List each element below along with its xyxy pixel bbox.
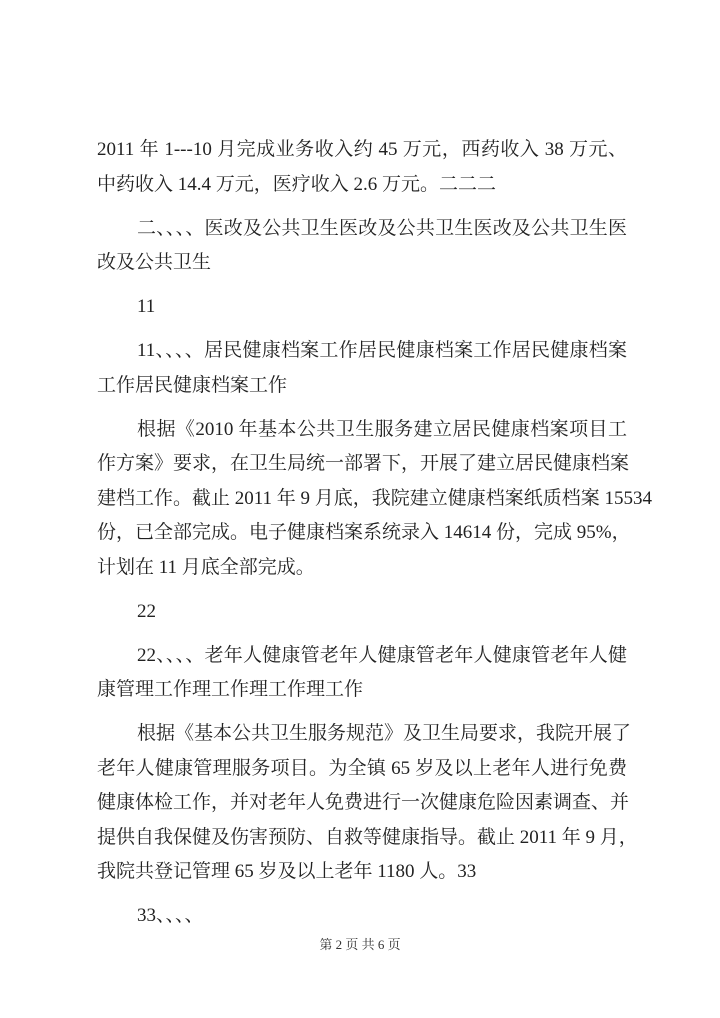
text-line: 康管理工作理工作理工作理工作	[97, 679, 364, 700]
text-line: 11、、、、居民健康档案工作居民健康档案工作居民健康档案	[137, 340, 627, 361]
text-line: 根据《2010 年基本公共卫生服务建立居民健康档案项目工	[137, 418, 627, 440]
text-line: 33、、、、	[137, 905, 204, 926]
text-line: 建档工作。截止 2011 年 9 月底，我院建立健康档案纸质档案 15534	[97, 487, 653, 509]
text-line: 作方案》要求，在卫生局统一部署下，开展了建立居民健康档案	[97, 453, 630, 474]
heading-number-11	[97, 290, 627, 325]
text-line: 中药收入 14.4 万元，医疗收入 2.6 万元。二二二	[97, 173, 497, 195]
text-line: 根据《基本公共卫生服务规范》及卫生局要求，我院开展了	[137, 723, 632, 744]
text-line: 份，已全部完成。电子健康档案系统录入 14614 份，完成 95%，	[97, 522, 631, 543]
text-line: 22、、、、老年人健康管老年人健康管老年人健康管老年人健	[137, 644, 627, 666]
text-line: 二、、、、医改及公共卫生医改及公共卫生医改及公共卫生医	[137, 217, 627, 239]
heading-number-33	[97, 899, 627, 934]
text-line: 工作居民健康档案工作	[97, 374, 288, 396]
text-line: 11	[137, 296, 156, 317]
heading-health-records	[97, 334, 627, 403]
paragraph-elderly-health	[97, 717, 638, 890]
text-line: 提供自我保健及伤害预防、自救等健康指导。截止 2011 年 9 月，	[97, 826, 638, 848]
text-line: 健康体检工作，并对老年人免费进行一次健康危险因素调查、并	[97, 792, 630, 813]
text-line: 22	[137, 600, 156, 622]
heading-section-2	[97, 212, 627, 281]
text-line: 2011 年 1---10 月完成业务收入约 45 万元，西药收入 38 万元、	[97, 139, 627, 160]
text-line: 计划在 11 月底全部完成。	[97, 556, 315, 578]
text-line: 我院共登记管理 65 岁及以上老年 1180 人。33	[97, 861, 477, 882]
heading-elderly-health	[97, 639, 627, 708]
document-body	[97, 133, 653, 943]
page-number-footer: 第 2 页 共 6 页	[319, 937, 401, 952]
text-line: 改及公共卫生	[97, 252, 212, 273]
text-line: 老年人健康管理服务项目。为全镇 65 岁及以上老年人进行免费	[97, 757, 627, 779]
paragraph-health-records	[97, 413, 653, 586]
paragraph-income	[97, 133, 627, 202]
heading-number-22	[97, 595, 627, 630]
